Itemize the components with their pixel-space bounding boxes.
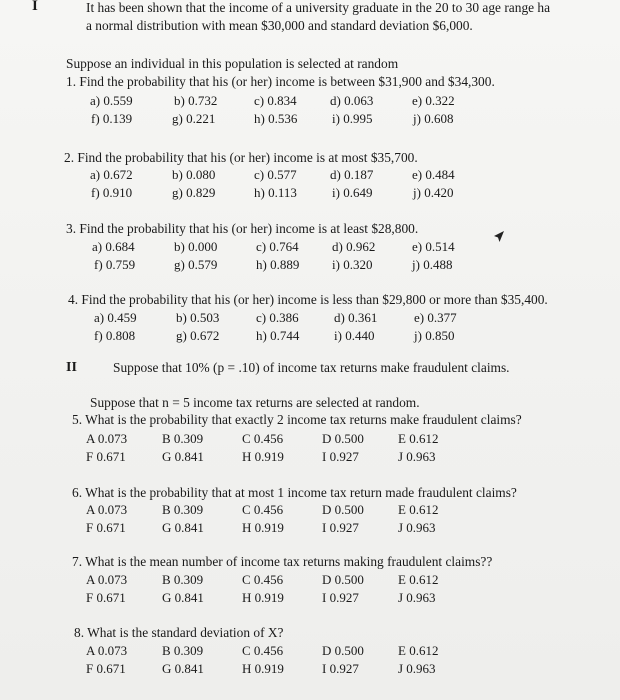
question-7-text: 7. What is the mean number of income tax returns making fraudulent claims??: [72, 554, 493, 569]
option-8b[interactable]: B 0.309: [162, 643, 204, 658]
option-5d[interactable]: D 0.500: [322, 431, 364, 446]
option-6b[interactable]: B 0.309: [162, 502, 204, 517]
option-8g[interactable]: G 0.841: [162, 661, 204, 676]
option-3c[interactable]: c) 0.764: [256, 239, 299, 254]
option-4j[interactable]: j) 0.850: [414, 328, 455, 343]
option-1e[interactable]: e) 0.322: [412, 93, 455, 108]
option-3b[interactable]: b) 0.000: [174, 239, 218, 254]
option-5f[interactable]: F 0.671: [86, 449, 126, 464]
option-6f[interactable]: F 0.671: [86, 520, 126, 535]
option-1j[interactable]: j) 0.608: [413, 111, 454, 126]
option-7d[interactable]: D 0.500: [322, 572, 364, 587]
option-3d[interactable]: d) 0.962: [332, 239, 376, 254]
option-4e[interactable]: e) 0.377: [414, 310, 457, 325]
option-8h[interactable]: H 0.919: [242, 661, 284, 676]
option-5g[interactable]: G 0.841: [162, 449, 204, 464]
option-1a[interactable]: a) 0.559: [90, 93, 133, 108]
option-7b[interactable]: B 0.309: [162, 572, 204, 587]
option-8a[interactable]: A 0.073: [86, 643, 128, 658]
question-6-text: 6. What is the probability that at most 1 income tax return made fraudulent claims?: [72, 485, 517, 500]
option-4c[interactable]: c) 0.386: [256, 310, 299, 325]
option-1d[interactable]: d) 0.063: [330, 93, 374, 108]
option-6c[interactable]: C 0.456: [242, 502, 284, 517]
option-3f[interactable]: f) 0.759: [94, 257, 136, 272]
option-7j[interactable]: J 0.963: [398, 590, 436, 605]
option-4h[interactable]: h) 0.744: [256, 328, 300, 343]
option-3a[interactable]: a) 0.684: [92, 239, 135, 254]
option-3g[interactable]: g) 0.579: [174, 257, 218, 272]
option-3j[interactable]: j) 0.488: [412, 257, 453, 272]
option-3e[interactable]: e) 0.514: [412, 239, 455, 254]
option-5c[interactable]: C 0.456: [242, 431, 284, 446]
option-8e[interactable]: E 0.612: [398, 643, 439, 658]
option-7a[interactable]: A 0.073: [86, 572, 128, 587]
option-7g[interactable]: G 0.841: [162, 590, 204, 605]
question-8-text: 8. What is the standard deviation of X?: [74, 625, 284, 640]
question-4-text: 4. Find the probability that his (or her) income is less than $29,800 or more than $35,400.: [68, 292, 548, 307]
option-8j[interactable]: J 0.963: [398, 661, 436, 676]
option-2b[interactable]: b) 0.080: [172, 167, 216, 182]
option-4b[interactable]: b) 0.503: [176, 310, 220, 325]
option-8i[interactable]: I 0.927: [322, 661, 359, 676]
option-2e[interactable]: e) 0.484: [412, 167, 455, 182]
option-1b[interactable]: b) 0.732: [174, 93, 218, 108]
option-6j[interactable]: J 0.963: [398, 520, 436, 535]
option-4a[interactable]: a) 0.459: [94, 310, 137, 325]
option-1g[interactable]: g) 0.221: [172, 111, 216, 126]
option-8c[interactable]: C 0.456: [242, 643, 284, 658]
option-4d[interactable]: d) 0.361: [334, 310, 378, 325]
option-7e[interactable]: E 0.612: [398, 572, 439, 587]
option-8d[interactable]: D 0.500: [322, 643, 364, 658]
question-1-text: 1. Find the probability that his (or her) income is between $31,900 and $34,300.: [66, 74, 495, 89]
option-5j[interactable]: J 0.963: [398, 449, 436, 464]
option-4f[interactable]: f) 0.808: [94, 328, 136, 343]
option-8f[interactable]: F 0.671: [86, 661, 126, 676]
option-6i[interactable]: I 0.927: [322, 520, 359, 535]
option-7f[interactable]: F 0.671: [86, 590, 126, 605]
option-7c[interactable]: C 0.456: [242, 572, 284, 587]
cursor-arrow-icon: [493, 230, 505, 246]
question-2-text: 2. Find the probability that his (or her) income is at most $35,700.: [64, 150, 418, 165]
option-5a[interactable]: A 0.073: [86, 431, 128, 446]
option-2c[interactable]: c) 0.577: [254, 167, 297, 182]
option-4g[interactable]: g) 0.672: [176, 328, 220, 343]
option-5h[interactable]: H 0.919: [242, 449, 284, 464]
section-2-mark: II: [66, 360, 77, 375]
section-1-setup: Suppose an individual in this population is selected at random: [66, 56, 399, 71]
option-2d[interactable]: d) 0.187: [330, 167, 374, 182]
option-6h[interactable]: H 0.919: [242, 520, 284, 535]
option-7h[interactable]: H 0.919: [242, 590, 284, 605]
option-1c[interactable]: c) 0.834: [254, 93, 297, 108]
option-2h[interactable]: h) 0.113: [254, 185, 297, 200]
option-2i[interactable]: i) 0.649: [332, 185, 373, 200]
question-3-text: 3. Find the probability that his (or her) income is at least $28,800.: [66, 221, 419, 236]
option-2a[interactable]: a) 0.672: [90, 167, 133, 182]
option-6g[interactable]: G 0.841: [162, 520, 204, 535]
option-5b[interactable]: B 0.309: [162, 431, 204, 446]
option-4i[interactable]: i) 0.440: [334, 328, 375, 343]
option-1h[interactable]: h) 0.536: [254, 111, 298, 126]
option-5i[interactable]: I 0.927: [322, 449, 359, 464]
option-3h[interactable]: h) 0.889: [256, 257, 300, 272]
option-1f[interactable]: f) 0.139: [91, 111, 133, 126]
option-7i[interactable]: I 0.927: [322, 590, 359, 605]
section-1-intro-line-1: It has been shown that the income of a university graduate in the 20 to 30 age range ha: [86, 0, 551, 15]
option-2f[interactable]: f) 0.910: [91, 185, 133, 200]
section-2-setup: Suppose that n = 5 income tax returns are selected at random.: [90, 395, 420, 410]
option-6e[interactable]: E 0.612: [398, 502, 439, 517]
option-6d[interactable]: D 0.500: [322, 502, 364, 517]
option-2j[interactable]: j) 0.420: [413, 185, 454, 200]
section-1-intro-line-2: a normal distribution with mean $30,000 and standard deviation $6,000.: [86, 18, 473, 33]
question-5-text: 5. What is the probability that exactly 2 income tax returns make fraudulent claims?: [72, 412, 522, 427]
option-2g[interactable]: g) 0.829: [172, 185, 216, 200]
section-1-mark: I: [32, 0, 38, 14]
option-6a[interactable]: A 0.073: [86, 502, 128, 517]
option-3i[interactable]: i) 0.320: [332, 257, 373, 272]
option-1i[interactable]: i) 0.995: [332, 111, 373, 126]
option-5e[interactable]: E 0.612: [398, 431, 439, 446]
section-2-intro: Suppose that 10% (p = .10) of income tax returns make fraudulent claims.: [113, 360, 510, 375]
